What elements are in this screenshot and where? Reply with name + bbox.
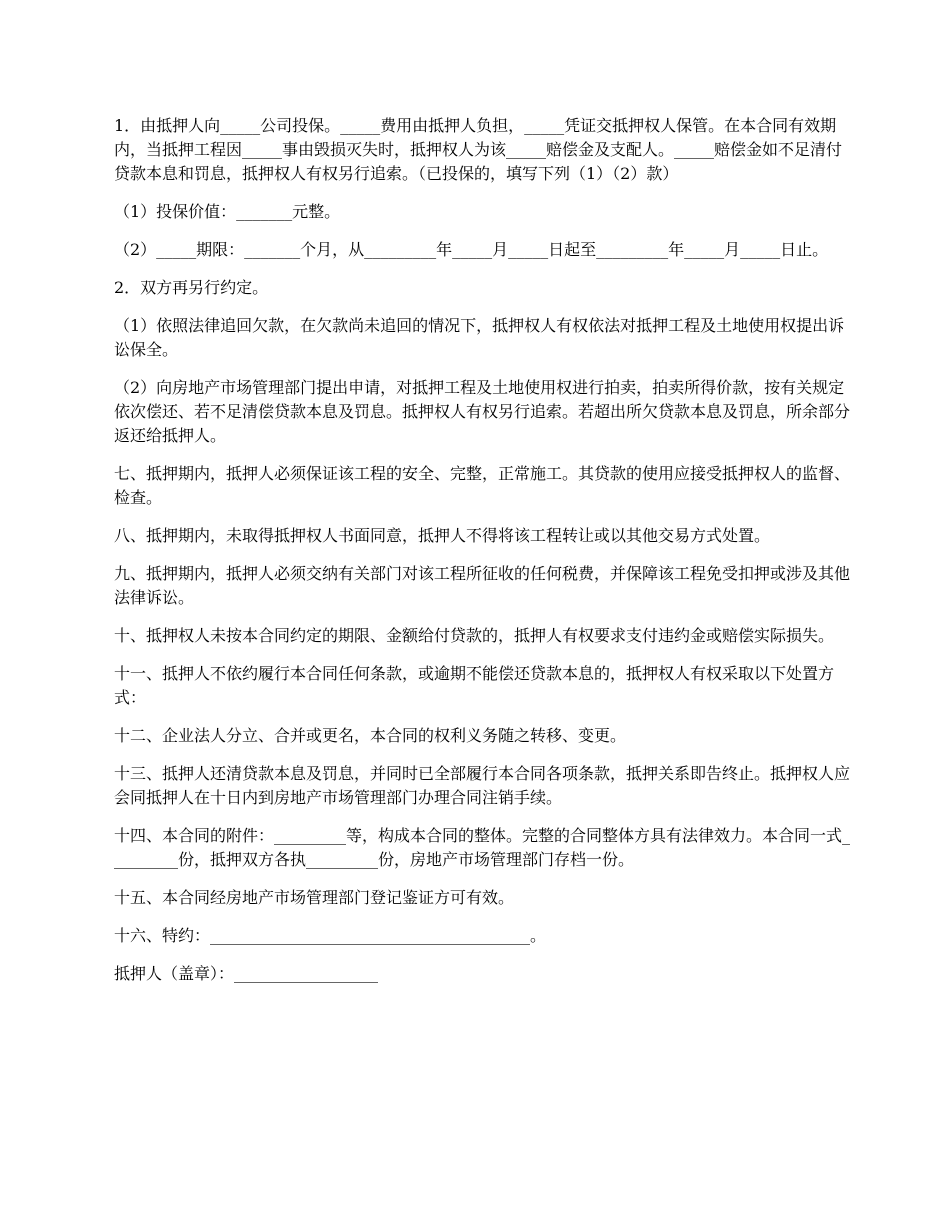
clause-12: 十二、企业法人分立、合并或更名，本合同的权利义务随之转移、变更。	[114, 726, 627, 745]
clause-10: 十、抵押权人未按本合同约定的期限、金额给付贷款的，抵押人有权要求支付违约金或赔偿实际损失。	[114, 626, 835, 645]
clause-13: 十三、抵押人还清贷款本息及罚息，并同时已全部履行本合同各项条款，抵押关系即告终止。抵押权人应会同抵押人在十日内到房地产市场管理部门办理合同注销手续。	[114, 764, 851, 807]
clause-15: 十五、本合同经房地产市场管理部门登记鉴证方可有效。	[114, 888, 515, 907]
contract-page	[114, 114, 854, 1000]
clause-other-agreement: 2．双方再另行约定。	[114, 278, 269, 297]
insurance-value: （1）投保价值：_______元整。	[114, 202, 341, 221]
clause-9: 九、抵押期内，抵押人必须交纳有关部门对该工程所征收的任何税费，并保障该工程免受扣押或涉及其他法律诉讼。	[114, 564, 851, 607]
clause-16-special-terms: 十六、特约：________________________________________。	[114, 926, 547, 945]
clause-insurance: 1．由抵押人向_____公司投保。_____费用由抵押人负担，_____凭证交抵押权人保管。在本合同有效期内，当抵押工程因_____事由毁损灭失时，抵押权人为该_____赔偿金及支配人。_____赔偿金如不足清付贷款本息和罚息，抵押权人有权另行追索。（已投保的，填写下列（1）（2）款）	[114, 116, 843, 183]
other-agreement-item-2: （2）向房地产市场管理部门提出申请，对抵押工程及土地使用权进行拍卖，拍卖所得价款，按有关规定依次偿还、若不足清偿贷款本息及罚息。抵押权人有权另行追索。若超出所欠贷款本息及罚息，所余部分返还给抵押人。	[114, 378, 851, 445]
clause-14: 十四、本合同的附件：_________等，构成本合同的整体。完整的合同整体方具有法律效力。本合同一式_________份，抵押双方各执_________份，房地产市场管理部门存档一份。	[114, 826, 851, 869]
insurance-period: （2）_____期限：_______个月，从_________年_____月_____日起至_________年_____月_____日止。	[114, 240, 829, 259]
clause-11: 十一、抵押人不依约履行本合同任何条款，或逾期不能偿还贷款本息的，抵押权人有权采取以下处置方式：	[114, 664, 835, 707]
other-agreement-item-1: （1）依照法律追回欠款，在欠款尚未追回的情况下，抵押权人有权依法对抵押工程及土地使用权提出诉讼保全。	[114, 316, 845, 359]
clause-7: 七、抵押期内，抵押人必须保证该工程的安全、完整，正常施工。其贷款的使用应接受抵押权人的监督、检查。	[114, 464, 851, 507]
mortgagor-signature-line: 抵押人（盖章）：__________________	[114, 964, 379, 983]
clause-8: 八、抵押期内，未取得抵押权人书面同意，抵押人不得将该工程转让或以其他交易方式处置。	[114, 526, 771, 545]
